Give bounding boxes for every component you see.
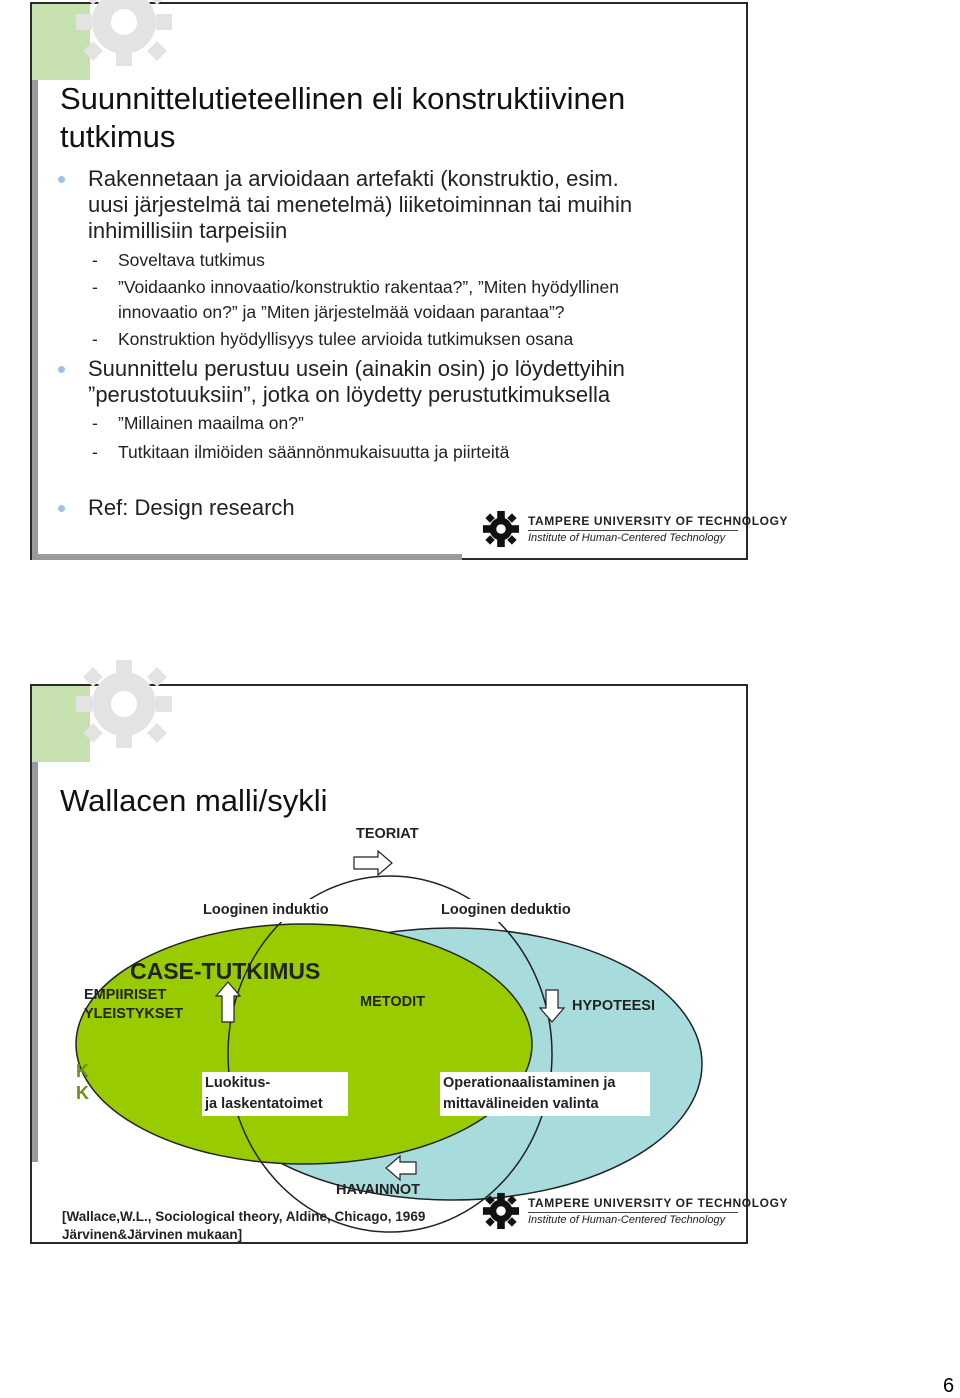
sub-bullet-text: Tutkitaan ilmiöiden säännönmukaisuutta ja piirteitä <box>118 442 510 462</box>
tut-logo <box>482 510 789 553</box>
sub-bullet-text: ”Millainen maailma on?” <box>118 413 304 433</box>
bullet-list <box>54 166 632 521</box>
sub-bullet-item <box>54 248 632 273</box>
label-line: mittavälineiden valinta <box>443 1096 599 1112</box>
label-teoriat: TEORIAT <box>356 826 419 842</box>
bullet-text: Rakennetaan ja arvioidaan artefakti (konstruktio, esim. <box>88 166 619 191</box>
label-line: YLEISTYKSET <box>84 1006 184 1022</box>
reference-citation <box>62 1208 425 1244</box>
title-line: tutkimus <box>60 119 176 154</box>
logo-university-name: TAMPERE UNIVERSITY OF TECHNOLOGY <box>528 1196 789 1210</box>
bullet-text: ”perustotuuksiin”, jotka on löydetty perustutkimuksella <box>88 382 611 407</box>
dash-marker: - <box>92 329 98 349</box>
tut-logo <box>482 1192 789 1235</box>
bullet-item <box>54 166 632 244</box>
slide-1 <box>30 2 789 560</box>
label-empiiriset-yleistykset <box>84 986 183 1024</box>
sub-bullet-item <box>54 275 632 325</box>
sub-bullet-item <box>54 440 632 465</box>
label-looginen-deduktio: Looginen deduktio <box>438 899 574 922</box>
sub-bullet-text: innovaatio on?” ja ”Miten järjestelmää voidaan parantaa”? <box>118 302 565 322</box>
logo-rule <box>528 530 738 531</box>
logo-university-name: TAMPERE UNIVERSITY OF TECHNOLOGY <box>528 514 789 528</box>
sub-bullet-text: Soveltava tutkimus <box>118 250 265 270</box>
gear-watermark-icon <box>72 0 182 74</box>
bullet-text: uusi järjestelmä tai menetelmä) liiketoiminnan tai muihin <box>88 192 633 217</box>
label-hypoteesi: HYPOTEESI <box>572 998 655 1014</box>
bullet-text: inhimillisiin tarpeisiin <box>88 218 288 243</box>
label-line: Operationaalistaminen ja <box>443 1075 616 1091</box>
partially-hidden-label <box>76 1060 89 1104</box>
tut-gear-icon <box>482 510 520 548</box>
tut-gear-icon <box>482 1192 520 1230</box>
sub-bullet-text: Konstruktion hyödyllisyys tulee arvioida tutkimuksen osana <box>118 329 574 349</box>
label-metodit: METODIT <box>360 994 425 1010</box>
bullet-text: Suunnittelu perustuu usein (ainakin osin) jo löydettyihin <box>88 356 625 381</box>
logo-rule <box>528 1212 738 1213</box>
reference-line: [Wallace,W.L., Sociological theory, Aldine, Chicago, 1969 <box>62 1209 426 1224</box>
label-line: ja laskentatoimet <box>205 1096 323 1112</box>
bottom-rule <box>32 554 462 560</box>
label-operationaalistaminen <box>440 1072 650 1116</box>
label-line: K <box>76 1083 89 1103</box>
sub-bullet-text: ”Voidaanko innovaatio/konstruktio rakentaa?”, ”Miten hyödyllinen <box>118 277 619 297</box>
label-line: EMPIIRISET <box>84 987 167 1003</box>
label-looginen-induktio: Looginen induktio <box>200 899 332 922</box>
title-text: Wallacen malli/sykli <box>60 783 328 818</box>
reference-line: Järvinen&Järvinen mukaan] <box>62 1227 243 1242</box>
bullet-text: Ref: Design research <box>88 495 295 520</box>
title-line: Suunnittelutieteellinen eli konstruktiivinen <box>60 81 626 116</box>
label-line: K <box>76 1061 89 1081</box>
slide-2 <box>30 684 789 1244</box>
page-number: 6 <box>943 1375 955 1397</box>
dash-marker: - <box>92 442 98 462</box>
slide-title <box>60 80 625 156</box>
logo-institute-name: Institute of Human-Centered Technology <box>528 532 726 544</box>
label-luokitus <box>202 1072 348 1116</box>
dash-marker: - <box>92 250 98 270</box>
label-line: Luokitus- <box>205 1075 271 1091</box>
left-rule <box>32 80 38 560</box>
bullet-item <box>54 356 632 408</box>
logo-institute-name: Institute of Human-Centered Technology <box>528 1214 726 1226</box>
sub-bullet-item <box>54 411 632 436</box>
label-havainnot: HAVAINNOT <box>336 1182 421 1198</box>
right-arrow-icon <box>354 851 392 875</box>
dash-marker: - <box>92 277 98 297</box>
dash-marker: - <box>92 413 98 433</box>
label-case-tutkimus: CASE-TUTKIMUS <box>130 958 321 984</box>
sub-bullet-item <box>54 327 632 352</box>
